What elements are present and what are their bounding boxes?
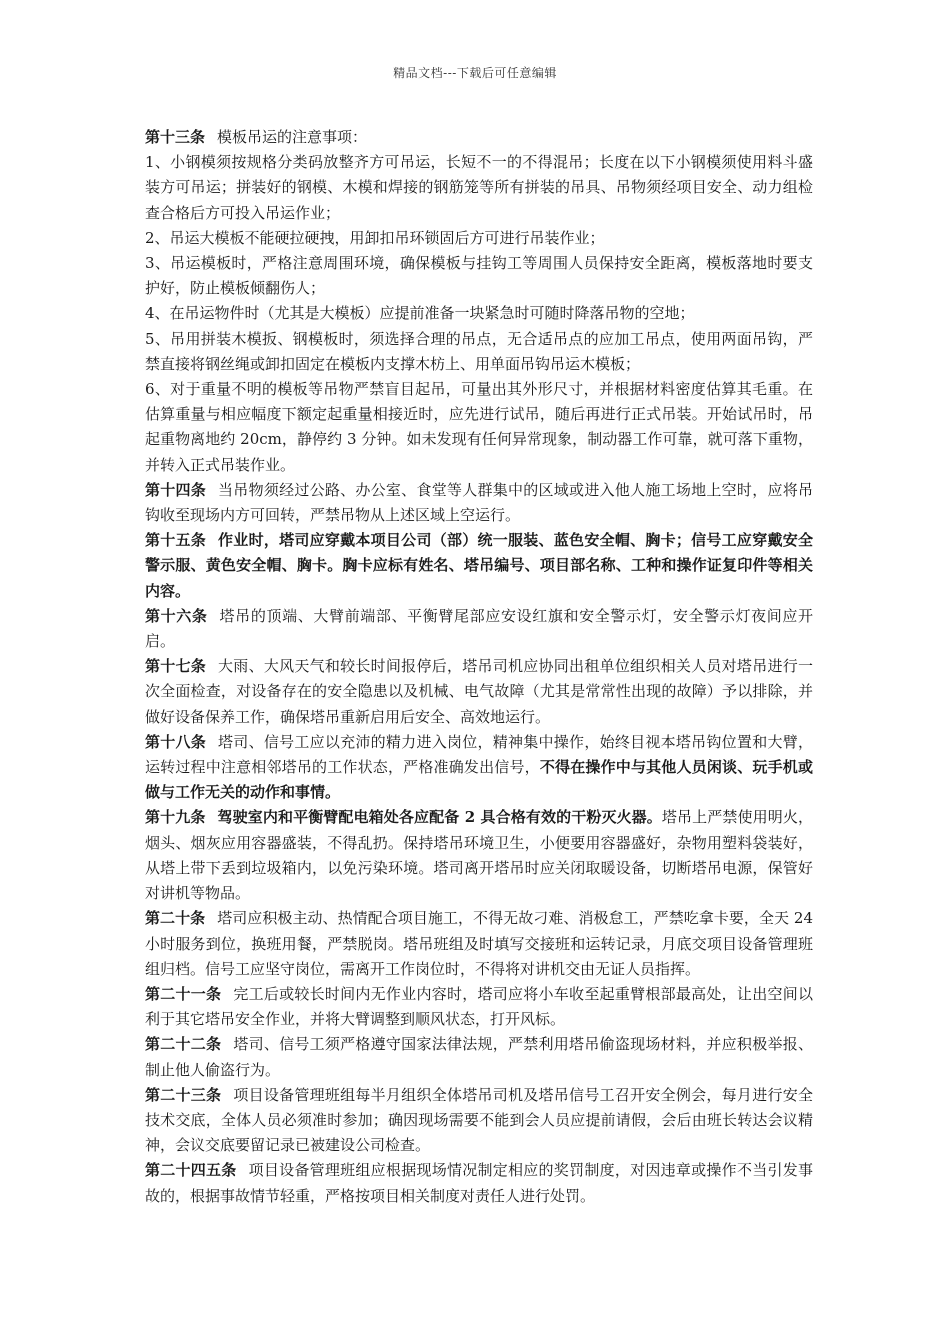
item-text: 1、小钢模须按规格分类码放整齐方可吊运，长短不一的不得混吊；长度在以下小钢模须使用料斗盛装方可吊运；拼装好的钢模、木模和焊接的钢筋笼等所有拼装的吊具、吊物须经项目安全、动力组检查合格后方可投入吊运作业； — [145, 153, 813, 222]
article-label: 第十八条 — [145, 732, 207, 751]
article-text: 塔司应积极主动、热情配合项目施工，不得无故刁难、消极怠工，严禁吃拿卡要，全天 24 小时服务到位，换班用餐，严禁脱岗。塔吊班组及时填写交接班和运转记录，月底交项目设备管理班组归档。信号工应坚守岗位，需离开工作岗位时，不得将对讲机交由无证人员指挥。 — [145, 909, 813, 978]
article-20 — [145, 906, 813, 982]
article-13-item-2 — [145, 226, 813, 251]
item-text: 6、对于重量不明的模板等吊物严禁盲目起吊，可量出其外形尺寸，并根据材料密度估算其毛重。在估算重量与相应幅度下额定起重量相接近时，应先进行试吊，随后再进行正式吊装。开始试吊时，吊起重物离地约 20cm，静停约 3 分钟。如未发现有任何异常现象，制动器工作可靠，就可落下重物，并转入正式吊装作业。 — [145, 380, 813, 474]
article-text: 当吊物须经过公路、办公室、食堂等人群集中的区域或进入他人施工场地上空时，应将吊钩收至现场内方可回转，严禁吊物从上述区域上空运行。 — [145, 480, 813, 525]
article-text: 项目设备管理班组每半月组织全体塔吊司机及塔吊信号工召开安全例会，每月进行安全技术交底，全体人员必须准时参加；确因现场需要不能到会人员应提前请假，会后由班长转达会议精神，会议交底要留记录已被建设公司检查。 — [145, 1085, 813, 1155]
article-13 — [145, 125, 813, 150]
article-text: 塔吊的顶端、大臂前端部、平衡臂尾部应安设红旗和安全警示灯，安全警示灯夜间应开启。 — [145, 606, 813, 651]
article-14 — [145, 478, 813, 528]
article-24-25 — [145, 1158, 813, 1208]
article-label: 第十三条 — [145, 128, 206, 146]
article-18 — [145, 730, 813, 806]
item-text: 4、在吊运物件时（尤其是大模板）应提前准备一块紧急时可随时降落吊物的空地； — [145, 304, 695, 323]
article-text: 完工后或较长时间内无作业内容时，塔司应将小车收至起重臂根部最高处，让出空间以利于其它塔吊安全作业，并将大臂调整到顺风状态，打开风标。 — [145, 984, 813, 1029]
article-13-item-5 — [145, 327, 813, 377]
article-label: 第二十三条 — [145, 1085, 222, 1104]
article-label: 第二十四五条 — [145, 1161, 237, 1180]
article-bold-text: 作业时，塔司应穿戴本项目公司（部）统一服装、蓝色安全帽、胸卡；信号工应穿戴安全警示服、黄色安全帽、胸卡。胸卡应标有姓名、塔吊编号、项目部名称、工种和操作证复印件等相关内容。 — [145, 531, 813, 600]
article-label: 第十四条 — [145, 480, 207, 499]
article-22 — [145, 1032, 813, 1082]
article-text: 大雨、大风天气和较长时间报停后，塔吊司机应协同出租单位组织相关人员对塔吊进行一次全面检查，对设备存在的安全隐患以及机械、电气故障（尤其是常常性出现的故障）予以排除，并做好设备保养工作，确保塔吊重新启用后安全、高效地运行。 — [145, 657, 813, 726]
article-21 — [145, 982, 813, 1032]
article-text: 模板吊运的注意事项： — [217, 128, 368, 146]
article-13-item-3 — [145, 251, 813, 301]
article-16 — [145, 604, 813, 654]
article-19 — [145, 805, 813, 906]
article-label: 第十六条 — [145, 606, 208, 625]
article-13-item-6 — [145, 377, 813, 478]
article-bold-text: 驾驶室内和平衡臂配电箱处各应配备 2 具合格有效的干粉灭火器。 — [217, 808, 662, 827]
article-13-item-4 — [145, 301, 813, 326]
item-text: 3、吊运模板时，严格注意周围环境，确保模板与挂钩工等周围人员保持安全距离，模板落地时要支护好，防止模板倾翻伤人； — [145, 254, 813, 298]
article-label: 第二十二条 — [145, 1035, 222, 1054]
item-text: 5、吊用拼装木模扳、钢模板时，须选择合理的吊点，无合适吊点的应加工吊点，使用两面吊钩，严禁直接将钢丝绳或卸扣固定在模板内支撑木枋上、用单面吊钩吊运木模板； — [145, 329, 813, 373]
article-bold-tail: 不得在操作中与其他人员闲谈、玩手机或做与工作无关的动作和事情。 — [145, 758, 813, 802]
article-15 — [145, 528, 813, 604]
page-header: 精品文档---下载后可任意编辑 — [393, 66, 557, 80]
article-text: 塔司、信号工应以充沛的精力进入岗位，精神集中操作，始终目视本塔吊钩位置和大臂，运转过程中注意相邻塔吊的工作状态，严格准确发出信号， — [145, 732, 813, 777]
article-text: 项目设备管理班组应根据现场情况制定相应的奖罚制度，对因违章或操作不当引发事故的，根据事故情节轻重，严格按项目相关制度对责任人进行处罚。 — [145, 1161, 813, 1205]
article-label: 第十五条 — [145, 531, 207, 550]
article-text: 塔吊上严禁使用明火，烟头、烟灰应用容器盛装，不得乱扔。保持塔吊环境卫生，小便要用容器盛好，杂物用塑料袋装好，从塔上带下丢到垃圾箱内，以免污染环境。塔司离开塔吊时应关闭取暖设备，切断塔吊电源，保管好对讲机等物品。 — [145, 808, 813, 903]
article-13-item-1 — [145, 150, 813, 226]
article-17 — [145, 654, 813, 730]
document-body — [145, 125, 813, 1209]
article-label: 第二十一条 — [145, 984, 222, 1003]
article-text: 塔司、信号工须严格遵守国家法律法规，严禁利用塔吊偷盗现场材料，并应积极举报、制止他人偷盗行为。 — [145, 1035, 813, 1079]
article-label: 第二十条 — [145, 909, 206, 928]
article-23 — [145, 1083, 813, 1159]
item-text: 2、吊运大模板不能硬拉硬拽，用卸扣吊环锁固后方可进行吊装作业； — [145, 228, 605, 247]
article-label: 第十九条 — [145, 808, 206, 827]
article-label: 第十七条 — [145, 657, 207, 676]
